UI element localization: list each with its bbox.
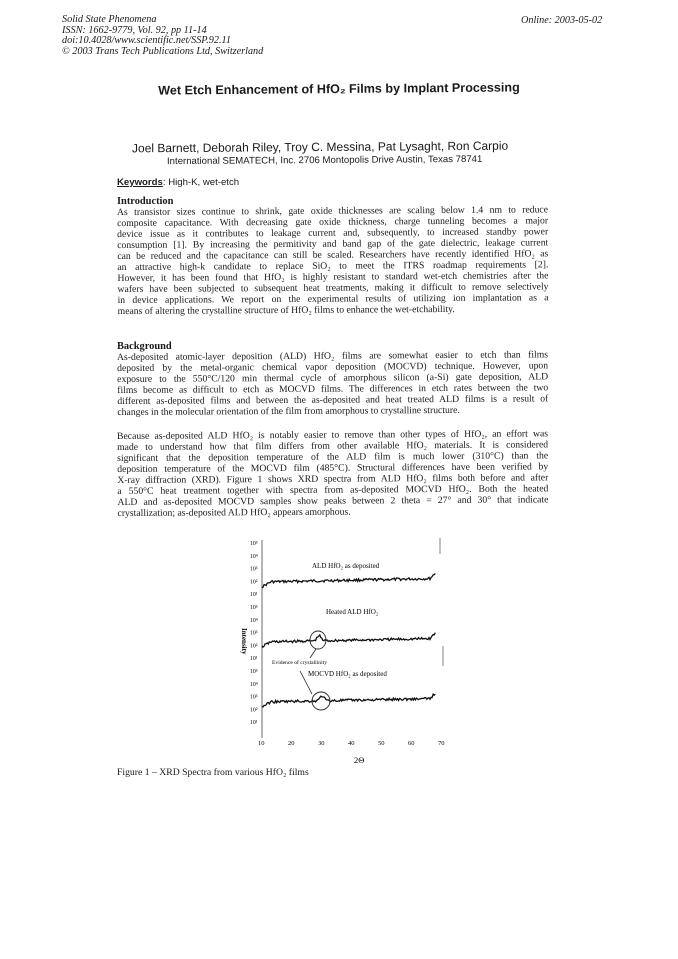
y-tick-label: 10⁵	[250, 605, 258, 611]
text-line: exposure to the 550°C/120 min thermal cycle of amorphous silicon (a-Si) gate deposition, ALD	[117, 371, 549, 386]
journal-header	[62, 15, 263, 57]
y-tick-label: 10⁴	[250, 553, 258, 560]
y-tick-label: 10⁵	[250, 541, 258, 547]
y-tick-label: 10¹	[250, 592, 258, 599]
issn-line: ISSN: 1662-9779, Vol. 92, pp 11-14	[62, 24, 207, 36]
text-line: As transistor sizes continue to shrink, gate oxide thicknesses are scaling below 1.4 nm to reduce	[117, 204, 549, 218]
y-tick-label: 10³	[250, 566, 258, 573]
text-line: films become as difficult to etch as MOCVD films. The differences in etch rates between the two	[117, 382, 549, 397]
y-tick-label: 10²	[250, 707, 258, 714]
x-tick-label: 60	[408, 740, 415, 747]
series-line-heated-ald	[262, 633, 435, 648]
keywords-text: : High-K, wet-etch	[162, 177, 240, 188]
text-line: device issue as it contributes to leakage current and, subsequently, to increased standby power	[117, 226, 549, 241]
text-line: ALD and as-deposited MOCVD samples show peaks between 2 theta = 27° and 30° that indicate	[117, 494, 549, 509]
author-list: Joel Barnett, Deborah Riley, Troy C. Messina, Pat Lysaght, Ron Carpio	[131, 138, 509, 156]
annotation-arrow-upper	[310, 649, 316, 658]
paper-title: Wet Etch Enhancement of HfO₂ Films by Implant Processing	[158, 80, 520, 98]
series-label-ald-as-deposited: ALD HfO₂ as deposited	[312, 562, 380, 570]
text-line: a 550°C heat treatment together with spectra from as-deposited MOCVD HfO₂. Both the heated	[117, 483, 549, 498]
figure-caption: Figure 1 – XRD Spectra from various HfO₂ films	[117, 767, 309, 778]
text-line: in device applications. We report on the experimental results of utilizing ion implantation as a	[117, 292, 549, 307]
text-line: can be reduced and the capacitance can still be scaled. Researchers have recently identified HfO₂ as	[117, 248, 549, 263]
text-line: Because as-deposited ALD HfO₂ is notably easier to remove than other types of HfO₂, an effort was	[117, 428, 549, 442]
text-line: changes in the molecular orientation of the film from amorphous to crystalline structure.	[117, 405, 460, 419]
series-label-heated-ald: Heated ALD HfO₂	[326, 608, 379, 616]
y-tick-label: 10³	[250, 630, 258, 637]
y-tick-label: 10²	[250, 579, 258, 586]
text-line: different as-deposited films and between the as-deposited and heat treated ALD films is a result of	[117, 393, 549, 408]
series-line-mocvd-as-deposited	[262, 694, 435, 707]
y-tick-label: 10⁴	[250, 617, 258, 624]
text-line: crystallization; as-deposited ALD HfO₂ appears amorphous.	[117, 506, 351, 520]
text-line: deposited by the metal-organic chemical vapor deposition (MOCVD) technique. However, upon	[117, 360, 549, 375]
y-tick-label: 10⁵	[250, 669, 258, 675]
introduction-paragraph	[117, 204, 549, 317]
y-tick-labels	[250, 541, 258, 726]
doi-line: doi:10.4028/www.scientific.net/SSP.92.11	[62, 35, 231, 47]
y-tick-label: 10¹	[250, 720, 258, 727]
y-tick-label: 10²	[250, 643, 258, 650]
x-tick-label: 20	[288, 740, 295, 747]
text-line: X-ray diffraction (XRD). Figure 1 shows XRD spectra from ALD HfO₂ films both before and after	[117, 472, 549, 487]
keywords-line	[117, 177, 239, 188]
journal-name: Solid State Phenomena	[62, 14, 157, 25]
x-tick-label: 10	[258, 740, 265, 747]
series-line-ald-as-deposited	[262, 574, 435, 588]
text-line: made to understand how that film differs from other available HfO₂ materials. It is considered	[117, 439, 549, 454]
keywords-label: Keywords	[117, 177, 163, 188]
y-axis-label: Intensity	[240, 628, 248, 655]
x-axis-label: 2Θ	[354, 755, 365, 765]
text-line: means of altering the crystalline structure of HfO₂ films to enhance the wet-etchability.	[117, 304, 455, 318]
copyright-line: © 2003 Trans Tech Publications Ltd, Switzerland	[62, 45, 264, 57]
affiliation: International SEMATECH, Inc. 2706 Montopolis Drive Austin, Texas 78741	[166, 153, 483, 168]
annotation-evidence-of-crystallinity: Evidence of crystallinity	[272, 660, 327, 666]
text-line: significant that the deposition temperature of the ALD film is much lower (310°C) than the	[117, 450, 549, 465]
x-tick-label: 70	[438, 740, 445, 747]
background-heading: Background	[117, 341, 172, 352]
text-line: an attractive high-k candidate to replace SiO₂ to meet the ITRS roadmap requirements [2].	[117, 259, 549, 274]
xrd-spectra-chart	[230, 536, 460, 771]
text-line: As-deposited atomic-layer deposition (ALD) HfO₂ films are somewhat easier to etch than films	[117, 349, 549, 363]
x-tick-label: 50	[378, 740, 385, 747]
x-tick-labels	[258, 740, 445, 747]
text-line: deposition temperature of the MOCVD film (485°C). Structural differences have been verified by	[117, 461, 549, 476]
text-line: wafers have been subjected to subsequent heat treatments, making it difficult to remove selectively	[117, 281, 549, 296]
text-line: consumption [1]. By increasing the permitivity and band gap of the gate dielectric, leakage current	[117, 237, 549, 252]
y-tick-label: 10¹	[250, 656, 258, 663]
series-label-mocvd-as-deposited: MOCVD HfO₂ as deposited	[308, 670, 387, 678]
online-date: Online: 2003-05-02	[521, 15, 603, 26]
x-tick-label: 30	[318, 740, 325, 747]
text-line: composite capacitance. With decreasing gate oxide thickness, charge tunneling becomes a major	[117, 215, 549, 230]
introduction-heading: Introduction	[117, 196, 174, 207]
y-tick-label: 10⁴	[250, 681, 258, 688]
background-paragraph-2	[117, 428, 549, 519]
y-tick-label: 10³	[250, 694, 258, 701]
x-tick-label: 40	[348, 740, 355, 747]
background-paragraph-1	[117, 349, 548, 418]
text-line: However, it has been found that HfO₂ is highly resistant to standard wet-etch chemistries after the	[117, 270, 549, 285]
